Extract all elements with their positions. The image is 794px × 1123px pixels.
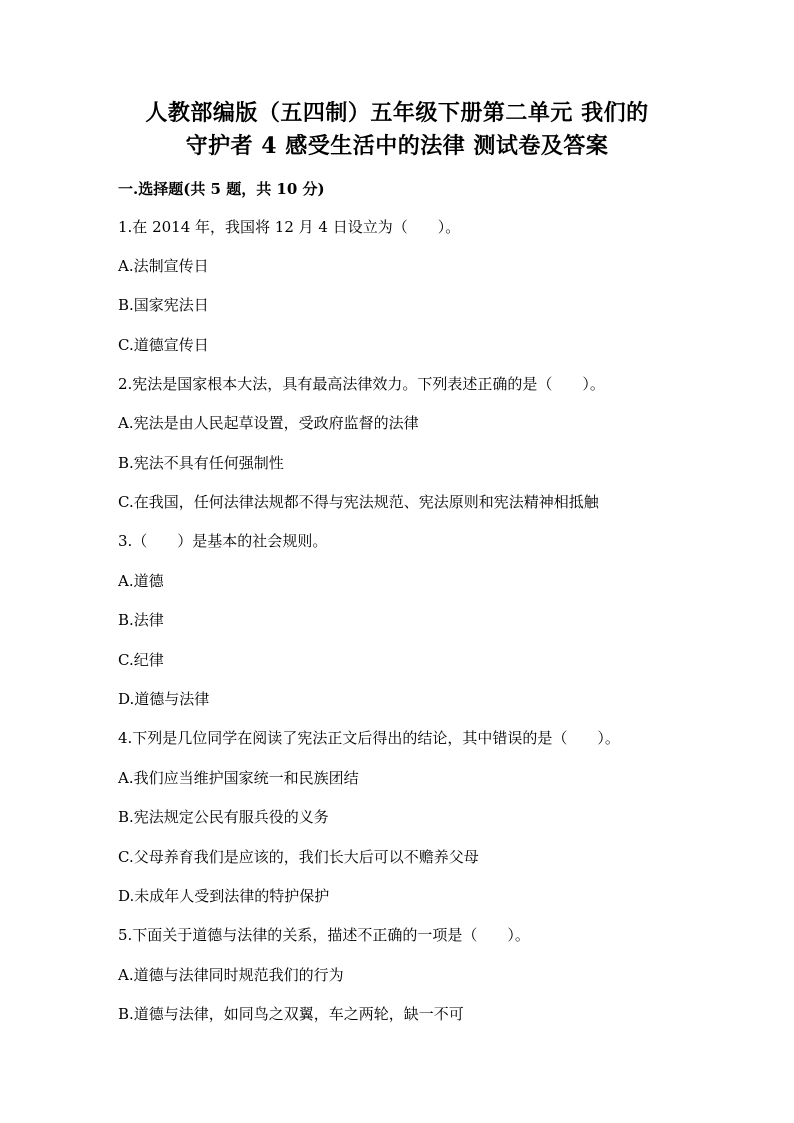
question-2-option-a: A.宪法是由人民起草设置，受政府监督的法律 (118, 414, 419, 432)
question-3-option-b: B.法律 (118, 611, 164, 629)
question-5-option-b: B.道德与法律，如同鸟之双翼，车之两轮，缺一不可 (118, 1005, 464, 1023)
question-4-option-b: B.宪法规定公民有服兵役的义务 (118, 808, 329, 826)
question-2-option-c: C.在我国，任何法律法规都不得与宪法规范、宪法原则和宪法精神相抵触 (118, 493, 599, 511)
question-1-option-b: B.国家宪法日 (118, 296, 209, 314)
section-heading: 一.选择题(共 5 题，共 10 分) (118, 180, 325, 198)
question-5-stem: 5.下面关于道德与法律的关系，描述不正确的一项是（ ）。 (118, 926, 530, 944)
question-4-option-a: A.我们应当维护国家统一和民族团结 (118, 769, 359, 787)
question-1-stem: 1.在 2014 年，我国将 12 月 4 日设立为（ ）。 (118, 218, 461, 236)
document-title-line-1: 人教部编版（五四制）五年级下册第二单元 我们的 (145, 100, 649, 126)
question-5-option-a: A.道德与法律同时规范我们的行为 (118, 966, 344, 984)
question-3-stem: 3.（ ）是基本的社会规则。 (118, 532, 328, 550)
question-1-option-c: C.道德宣传日 (118, 336, 209, 354)
document-title-line-2: 守护者 4 感受生活中的法律 测试卷及答案 (185, 133, 609, 159)
question-4-stem: 4.下列是几位同学在阅读了宪法正文后得出的结论，其中错误的是（ ）。 (118, 729, 620, 747)
question-1-option-a: A.法制宣传日 (118, 257, 209, 275)
question-2-stem: 2.宪法是国家根本大法，具有最高法律效力。下列表述正确的是（ ）。 (118, 375, 605, 393)
question-4-option-d: D.未成年人受到法律的特护保护 (118, 887, 330, 905)
question-4-option-c: C.父母养育我们是应该的，我们长大后可以不赡养父母 (118, 848, 479, 866)
question-3-option-a: A.道德 (118, 572, 164, 590)
question-3-option-d: D.道德与法律 (118, 690, 210, 708)
question-2-option-b: B.宪法不具有任何强制性 (118, 454, 284, 472)
question-3-option-c: C.纪律 (118, 651, 164, 669)
